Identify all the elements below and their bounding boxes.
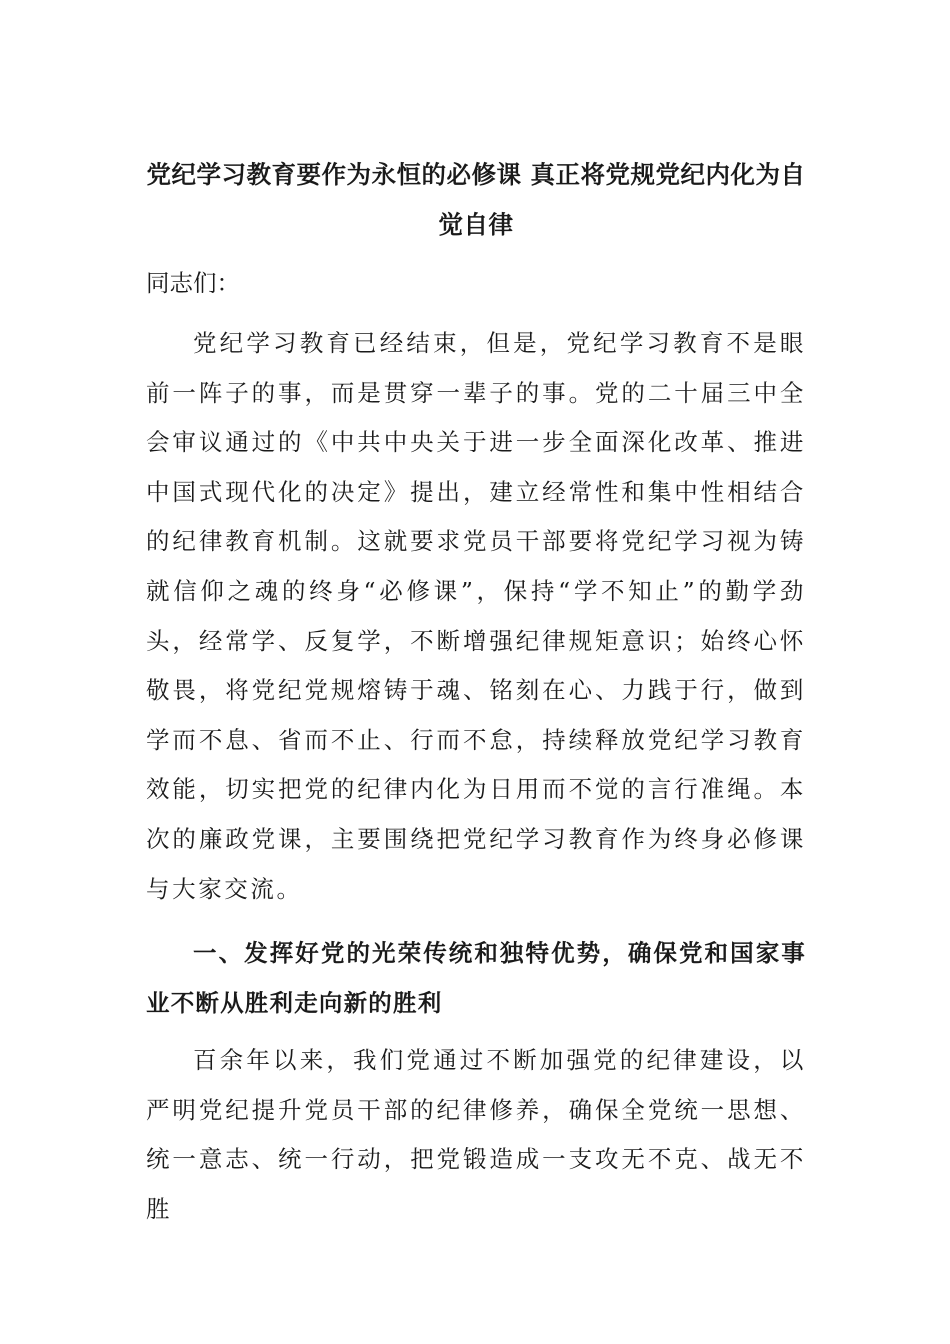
section-heading: 一、发挥好党的光荣传统和独特优势，确保党和国家事业不断从胜利走向新的胜利 (146, 939, 806, 1018)
document-title: 党纪学习教育要作为永恒的必修课 真正将党规党纪内化为自觉自律 (146, 160, 806, 239)
intro-paragraph: 党纪学习教育已经结束，但是，党纪学习教育不是眼前一阵子的事，而是贯穿一辈子的事。党的二十届三中全会审议通过的《中共中央关于进一步全面深化改革、推进中国式现代化的决定》提出，建立经常性和集中性相结合的纪律教育机制。这就要求党员干部要将党纪学习视为铸就信仰之魂的终身“必修课”，保持“学不知止”的勤学劲头，经常学、反复学，不断增强纪律规矩意识；始终心怀敬畏，将党纪党规熔铸于魂、铭刻在心、力践于行，做到学而不息、省而不止、行而不怠，持续释放党纪学习教育效能，切实把党的纪律内化为日用而不觉的言行准绳。本次的廉政党课，主要围绕把党纪学习教育作为终身必修课与大家交流。 (146, 329, 806, 903)
salutation: 同志们： (146, 269, 240, 297)
document-body (146, 150, 806, 1235)
section-paragraph: 百余年以来，我们党通过不断加强党的纪律建设，以严明党纪提升党员干部的纪律修养，确保全党统一思想、统一意志、统一行动，把党锻造成一支攻无不克、战无不胜 (146, 1046, 806, 1223)
